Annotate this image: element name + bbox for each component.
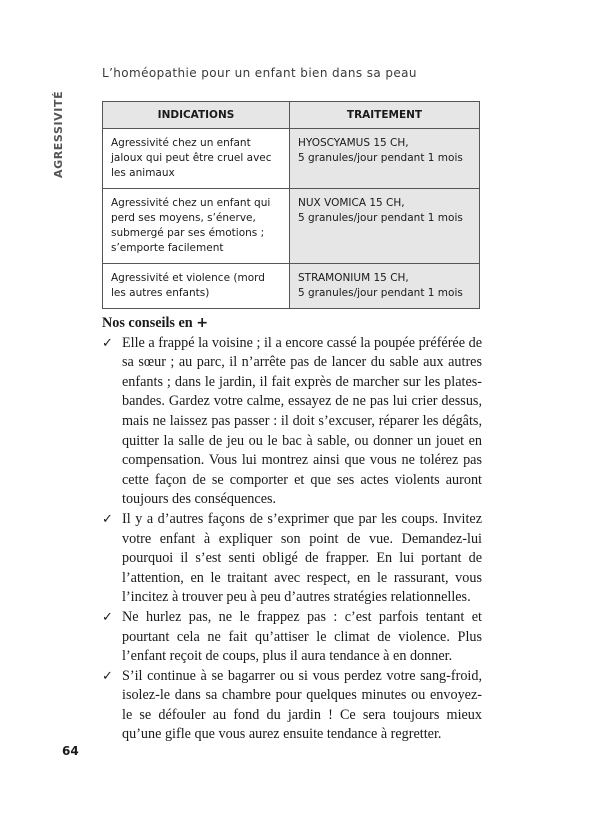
remedy-table <box>102 101 480 309</box>
advice-tip <box>102 334 482 510</box>
treatment-cell <box>290 264 480 309</box>
indication-cell: Agressivité et violence (mord les autres enfants) <box>103 264 290 309</box>
indication-cell: Agressivité chez un enfant jaloux qui peut être cruel avec les animaux <box>103 129 290 189</box>
remedy-dosage: 5 granules/jour pendant 1 mois <box>298 212 463 224</box>
checkmark-icon: ✓ <box>102 609 113 625</box>
table-row <box>103 264 480 309</box>
advice-tip <box>102 510 482 608</box>
column-header-traitement: TRAITEMENT <box>290 102 480 129</box>
remedy-dosage: 5 granules/jour pendant 1 mois <box>298 287 463 299</box>
advice-heading-text: Nos conseils en <box>102 315 193 331</box>
treatment-cell <box>290 129 480 189</box>
advice-tip-text: S’il continue à se bagarrer ou si vous perdez votre sang-froid, isolez-le dans sa chambre pour quelques minutes ou envoyez-le se défouler au fond du jardin ! Ce sera toujours mieux qu’une gifle que vous aurez ensuite tendance à regretter. <box>122 667 482 743</box>
plus-icon: + <box>196 315 209 331</box>
advice-tip-text: Il y a d’autres façons de s’exprimer que par les coups. Invitez votre enfant à expliquer son point de vue. Demandez-lui pourquoi il s’est senti obligé de frapper. En lui portant de l’attention, en le traitant avec respect, en le rassurant, vous l’incitez à trouver peu à peu d’autres stratégies relationnelles. <box>122 510 482 606</box>
indication-cell: Agressivité chez un enfant qui perd ses moyens, s’énerve, submergé par ses émotions ; s’emporte facilement <box>103 189 290 264</box>
remedy-name: NUX VOMICA 15 CH, <box>298 197 405 209</box>
checkmark-icon: ✓ <box>102 335 113 351</box>
column-header-indications: INDICATIONS <box>103 102 290 129</box>
table-row <box>103 189 480 264</box>
remedy-name: HYOSCYAMUS 15 CH, <box>298 137 409 149</box>
remedy-dosage: 5 granules/jour pendant 1 mois <box>298 152 463 164</box>
checkmark-icon: ✓ <box>102 668 113 684</box>
advice-tip-text: Elle a frappé la voisine ; il a encore cassé la poupée préférée de sa sœur ; au parc, il n’arrête pas de lancer du sable aux autres enfants ; dans le jardin, il fait exprès de marcher sur les plates-bandes. Gardez votre calme, essayez de ne pas lui crier dessus, mais ne laissez pas passer : il doit s’excuser, réparer les dégâts, quitter la salle de jeu ou le bac à sable, ou donner un jouet en compensation. Vous lui montrez ainsi que vous ne tolérez pas cette façon de se comporter et que ses actes violents auront toujours des conséquences. <box>122 334 482 508</box>
table-row <box>103 129 480 189</box>
running-header: L’homéopathie pour un enfant bien dans sa peau <box>102 66 417 80</box>
advice-tip <box>102 667 482 745</box>
advice-section <box>102 314 482 745</box>
checkmark-icon: ✓ <box>102 511 113 527</box>
remedy-name: STRAMONIUM 15 CH, <box>298 272 409 284</box>
treatment-cell <box>290 189 480 264</box>
advice-heading <box>102 314 482 334</box>
chapter-side-tab: AGRESSIVITÉ <box>52 90 65 178</box>
table-header-row <box>103 102 480 129</box>
advice-tip-text: Ne hurlez pas, ne le frappez pas : c’est parfois tentant et pourtant cela ne fait qu’attiser le climat de violence. Plus l’enfant reçoit de coups, plus il aura tendance à en donner. <box>122 608 482 665</box>
page-number: 64 <box>62 744 79 758</box>
advice-tip <box>102 608 482 667</box>
